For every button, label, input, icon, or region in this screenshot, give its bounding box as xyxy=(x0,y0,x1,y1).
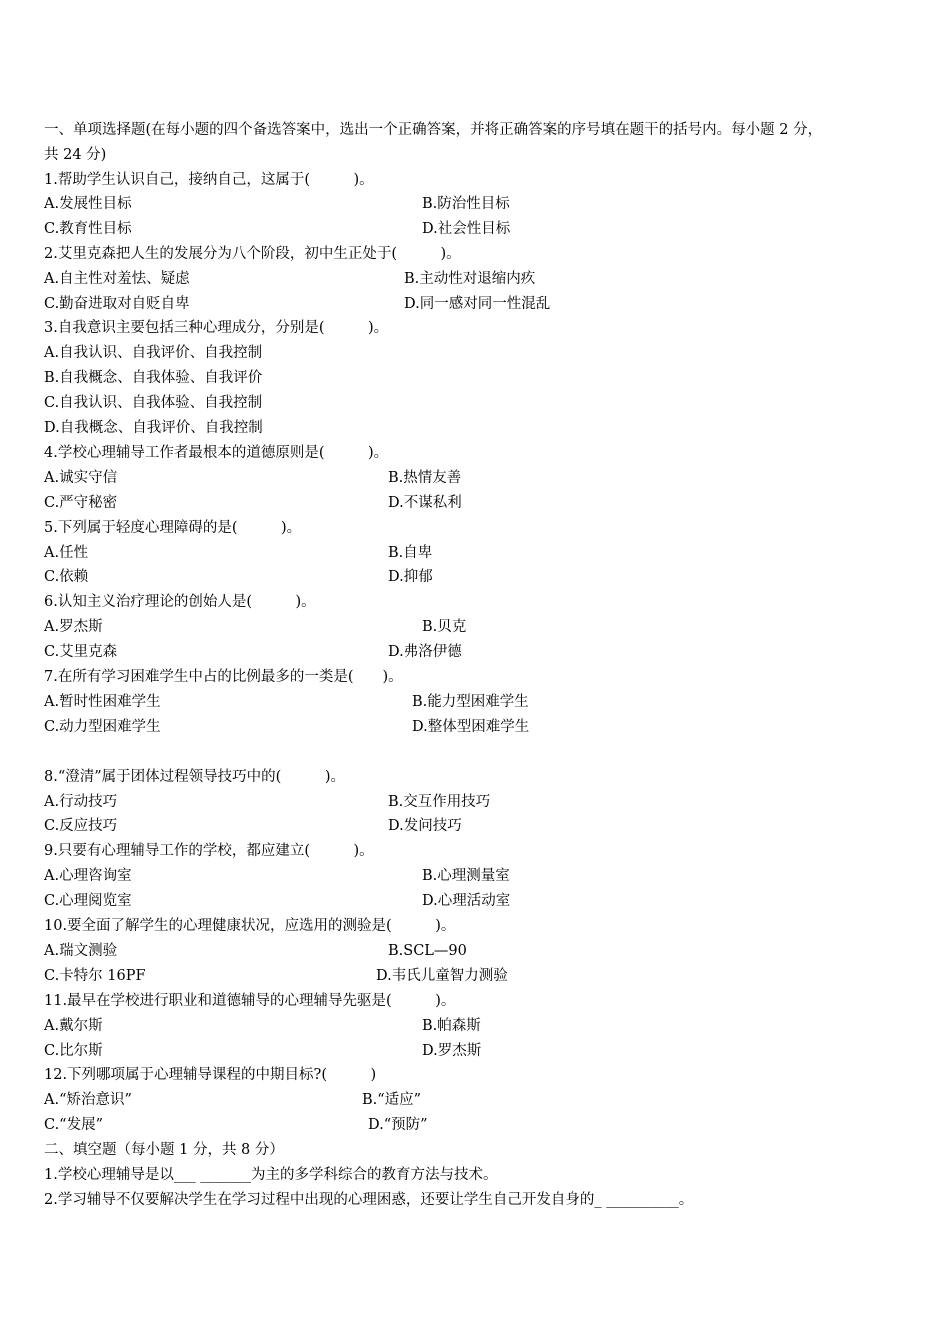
option-a: A.诚实守信 xyxy=(44,470,118,486)
option-a: A.罗杰斯 xyxy=(44,619,103,635)
question-stem: 11.最早在学校进行职业和道德辅导的心理辅导先驱是( )。 xyxy=(44,993,456,1009)
option-d: D.社会性目标 xyxy=(422,221,511,237)
option-c: C.艾里克森 xyxy=(44,644,118,660)
option-c: C.卡特尔 16PF xyxy=(44,968,146,984)
option-d: D.发问技巧 xyxy=(388,818,462,834)
option-d: D.抑郁 xyxy=(388,569,433,585)
option-a: A.自主性对羞怯、疑虑 xyxy=(44,271,190,287)
option-c: C.动力型困难学生 xyxy=(44,719,161,735)
option-b: B.SCL—90 xyxy=(388,943,467,959)
option-b: B.贝克 xyxy=(422,619,467,635)
question-stem: 2.艾里克森把人生的发展分为八个阶段，初中生正处于( )。 xyxy=(44,246,461,262)
option-c: C.反应技巧 xyxy=(44,818,118,834)
option-a: A.心理咨询室 xyxy=(44,868,132,884)
question-stem: 12.下列哪项属于心理辅导课程的中期目标?( ) xyxy=(44,1067,377,1083)
option-a: A.发展性目标 xyxy=(44,196,132,212)
option-d: D.自我概念、自我评价、自我控制 xyxy=(44,420,263,436)
option-d: D.韦氏儿童智力测验 xyxy=(376,968,508,984)
option-d: D.整体型困难学生 xyxy=(412,719,530,735)
option-d: D.“预防” xyxy=(368,1117,428,1133)
option-b: B.帕森斯 xyxy=(422,1018,481,1034)
question-stem: 5.下列属于轻度心理障碍的是( )。 xyxy=(44,520,302,536)
option-c: C.“发展” xyxy=(44,1117,104,1133)
option-c: C.勤奋进取对自贬自卑 xyxy=(44,296,190,312)
option-a: A.瑞文测验 xyxy=(44,943,118,959)
option-c: C.严守秘密 xyxy=(44,495,118,511)
fill-in-item: 1.学校心理辅导是以___ _______为主的多学科综合的教育方法与技术。 xyxy=(44,1167,498,1183)
fill-in-item: 2.学习辅导不仅要解决学生在学习过程中出现的心理困惑，还要让学生自己开发自身的_ __________。 xyxy=(44,1192,694,1208)
option-b: B.能力型困难学生 xyxy=(412,694,529,710)
question-stem: 7.在所有学习困难学生中占的比例最多的一类是( )。 xyxy=(44,669,403,685)
option-a: A.自我认识、自我评价、自我控制 xyxy=(44,345,263,361)
section2-heading: 二、填空题（每小题 1 分，共 8 分） xyxy=(44,1142,284,1158)
question-stem: 4.学校心理辅导工作者最根本的道德原则是( )。 xyxy=(44,445,389,461)
option-b: B.心理测量室 xyxy=(422,868,510,884)
question-stem: 6.认知主义治疗理论的创始人是( )。 xyxy=(44,594,316,610)
question-stem: 8.“澄清”属于团体过程领导技巧中的( )。 xyxy=(44,769,345,785)
question-stem: 3.自我意识主要包括三种心理成分，分别是( )。 xyxy=(44,320,389,336)
option-a: A.暂时性困难学生 xyxy=(44,694,161,710)
option-b: B.主动性对退缩内疚 xyxy=(404,271,536,287)
option-d: D.同一感对同一性混乱 xyxy=(404,296,551,312)
option-d: D.心理活动室 xyxy=(422,893,511,909)
question-stem: 1.帮助学生认识自己，接纳自己，这属于( )。 xyxy=(44,172,374,188)
option-c: C.比尔斯 xyxy=(44,1043,103,1059)
option-a: A.“矫治意识” xyxy=(44,1092,132,1108)
option-b: B.热情友善 xyxy=(388,470,462,486)
option-c: C.教育性目标 xyxy=(44,221,132,237)
option-b: B.“适应” xyxy=(362,1092,422,1108)
option-d: D.罗杰斯 xyxy=(422,1043,482,1059)
option-b: B.自卑 xyxy=(388,545,433,561)
question-stem: 9.只要有心理辅导工作的学校，都应建立( )。 xyxy=(44,843,374,859)
option-c: C.心理阅览室 xyxy=(44,893,132,909)
question-stem: 10.要全面了解学生的心理健康状况，应选用的测验是( )。 xyxy=(44,918,456,934)
option-b: B.交互作用技巧 xyxy=(388,794,491,810)
option-d: D.弗洛伊德 xyxy=(388,644,462,660)
section1-heading-cont: 共 24 分) xyxy=(44,147,107,163)
option-a: A.任性 xyxy=(44,545,89,561)
option-d: D.不谋私利 xyxy=(388,495,462,511)
option-b: B.防治性目标 xyxy=(422,196,510,212)
option-c: C.依赖 xyxy=(44,569,89,585)
option-c: C.自我认识、自我体验、自我控制 xyxy=(44,395,263,411)
option-a: A.行动技巧 xyxy=(44,794,118,810)
option-a: A.戴尔斯 xyxy=(44,1018,103,1034)
option-b: B.自我概念、自我体验、自我评价 xyxy=(44,370,263,386)
section1-heading: 一、单项选择题(在每小题的四个备选答案中，选出一个正确答案，并将正确答案的序号填在题干的括号内。每小题 2 分， xyxy=(44,122,823,138)
